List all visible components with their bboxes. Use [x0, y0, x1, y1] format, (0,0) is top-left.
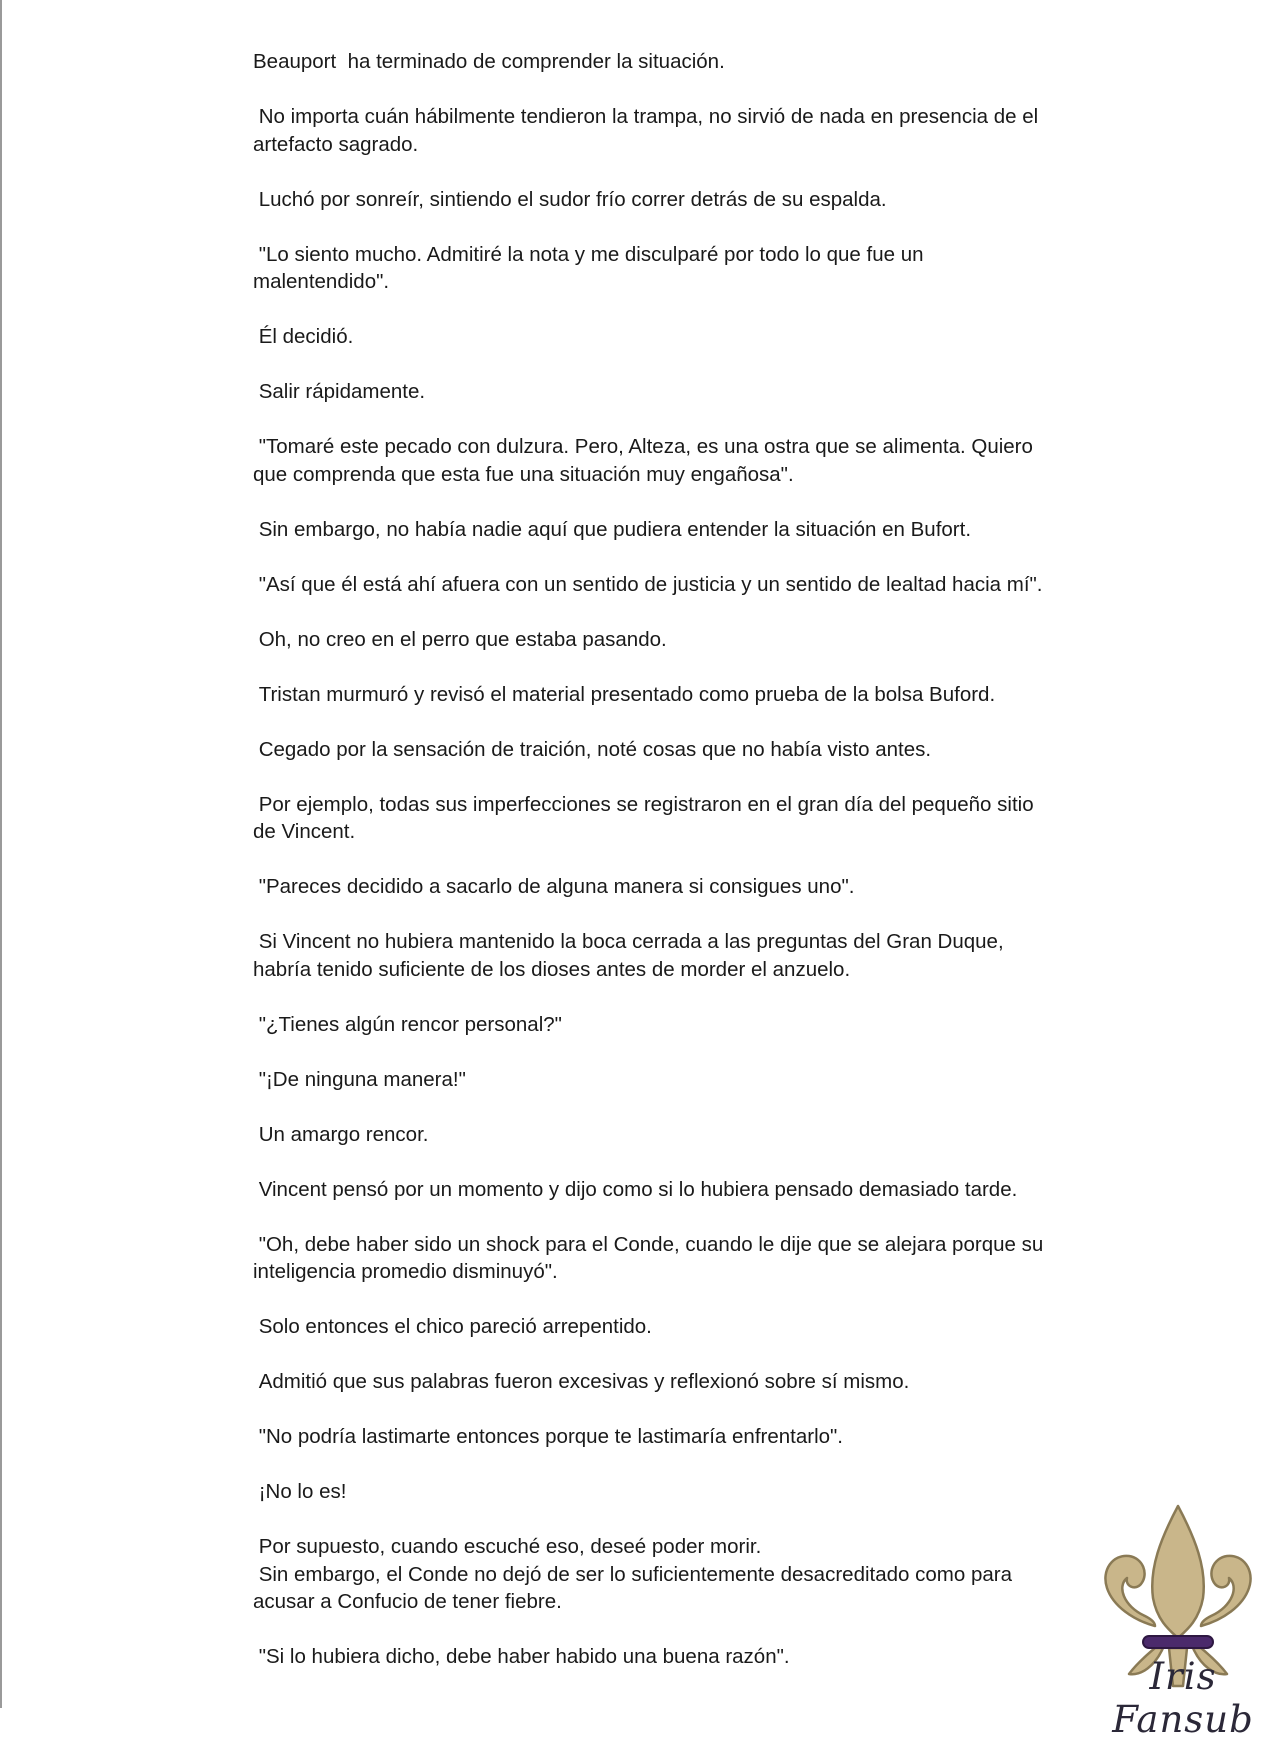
paragraph: Tristan murmuró y revisó el material presentado como prueba de la bolsa Buford. — [253, 682, 996, 706]
paragraph: Sin embargo, no había nadie aquí que pudiera entender la situación en Bufort. — [253, 517, 972, 541]
paragraph: Un amargo rencor. — [253, 1122, 429, 1146]
paragraph: Por ejemplo, todas sus imperfecciones se registraron en el gran día del pequeño sitio de Vincent. — [253, 792, 1040, 843]
paragraph: Luchó por sonreír, sintiendo el sudor frío correr detrás de su espalda. — [253, 187, 887, 211]
paragraph: "¡De ninguna manera!" — [253, 1067, 466, 1091]
paragraph: ¡No lo es! — [253, 1480, 347, 1503]
paragraph: Salir rápidamente. — [253, 380, 426, 403]
paragraph: Admitió que sus palabras fueron excesivas y reflexionó sobre sí mismo. — [253, 1370, 910, 1393]
paragraph: Oh, no creo en el perro que estaba pasando. — [253, 627, 667, 651]
paragraph: Sin embargo, el Conde no dejó de ser lo suficientemente desacreditado como para acusar a Confucio de tener fiebre. — [253, 1562, 1018, 1613]
paragraph: "¿Tienes algún rencor personal?" — [253, 1012, 562, 1036]
paragraph: Solo entonces el chico pareció arrepentido. — [253, 1315, 652, 1338]
paragraph: Si Vincent no hubiera mantenido la boca cerrada a las preguntas del Gran Duque, habría tenido suficiente de los dioses antes de morder el anzuelo. — [253, 930, 1010, 981]
document-body — [253, 48, 1053, 1698]
paragraph: No importa cuán hábilmente tendieron la trampa, no sirvió de nada en presencia de el artefacto sagrado. — [253, 105, 1044, 156]
paragraph: "Tomaré este pecado con dulzura. Pero, Alteza, es una ostra que se alimenta. Quiero que comprenda que esta fue una situación muy engañosa". — [253, 435, 1039, 486]
paragraph: Cegado por la sensación de traición, noté cosas que no había visto antes. — [253, 737, 932, 761]
paragraph: Él decidió. — [253, 325, 354, 348]
paragraph: "Si lo hubiera dicho, debe haber habido una buena razón". — [253, 1645, 790, 1668]
paragraph: "Así que él está ahí afuera con un sentido de justicia y un sentido de lealtad hacia mí". — [253, 572, 1043, 596]
paragraph: "Oh, debe haber sido un shock para el Conde, cuando le dije que se alejara porque su inteligencia promedio disminuyó". — [253, 1232, 1049, 1283]
paragraph: "Lo siento mucho. Admitiré la nota y me disculparé por todo lo que fue un malentendido". — [253, 242, 930, 293]
watermark-text: Iris Fansub — [1112, 1655, 1254, 1741]
paragraph: Vincent pensó por un momento y dijo como si lo hubiera pensado demasiado tarde. — [253, 1177, 1018, 1201]
paragraph: Por supuesto, cuando escuché eso, deseé poder morir. — [253, 1535, 762, 1558]
paragraph: "No podría lastimarte entonces porque te lastimaría enfrentarlo". — [253, 1425, 844, 1448]
paragraph: "Pareces decidido a sacarlo de alguna manera si consigues uno". — [253, 875, 855, 898]
paragraph: Beauport ha terminado de comprender la situación. — [253, 50, 725, 73]
page-edge-divider — [0, 0, 2, 1708]
